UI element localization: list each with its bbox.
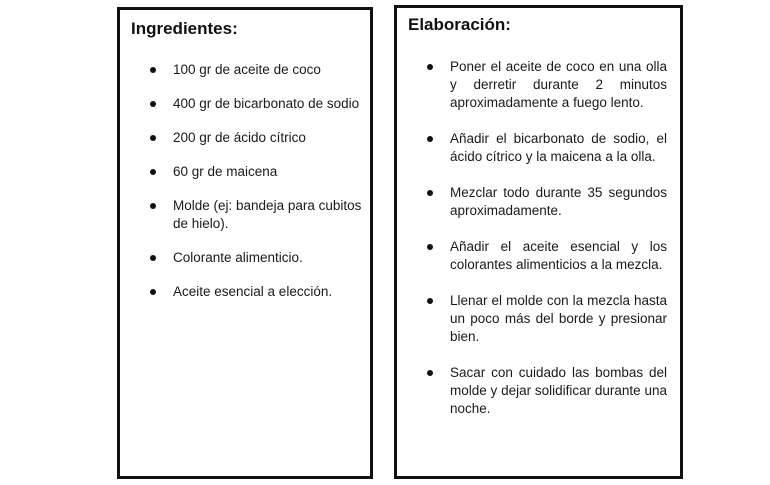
list-item: [150, 197, 362, 233]
bullet-icon: [150, 169, 156, 175]
list-item: [150, 249, 362, 267]
ingredients-title: Ingredientes:: [131, 19, 238, 38]
ingredients-list: [150, 61, 362, 317]
ingredient-text: 60 gr de maicena: [173, 164, 278, 179]
bullet-icon: [150, 289, 156, 295]
bullet-icon: [427, 298, 433, 304]
step-text: Llenar el molde con la mezcla hasta un poco más del borde y presionar bien.: [450, 293, 667, 344]
list-item: [427, 130, 667, 166]
step-text: Mezclar todo durante 35 segundos aproximadamente.: [450, 185, 667, 218]
bullet-icon: [427, 370, 433, 376]
bullet-icon: [150, 135, 156, 141]
list-item: [427, 364, 667, 418]
bullet-icon: [150, 67, 156, 73]
ingredient-text: 400 gr de bicarbonato de sodio: [173, 96, 360, 111]
bullet-icon: [427, 64, 433, 70]
list-item: [150, 283, 362, 301]
list-item: [427, 292, 667, 346]
step-text: Añadir el aceite esencial y los colorantes alimenticios a la mezcla.: [450, 239, 667, 272]
list-item: [427, 184, 667, 220]
ingredient-text: Aceite esencial a elección.: [173, 284, 333, 299]
steps-title: Elaboración:: [408, 15, 511, 34]
bullet-icon: [427, 136, 433, 142]
step-text: Añadir el bicarbonato de sodio, el ácido cítrico y la maicena a la olla.: [450, 131, 667, 164]
list-item: [150, 95, 362, 113]
bullet-icon: [427, 190, 433, 196]
ingredient-text: Colorante alimenticio.: [173, 250, 303, 265]
bullet-icon: [427, 244, 433, 250]
list-item: [150, 61, 362, 79]
list-item: [427, 238, 667, 274]
ingredient-text: 100 gr de aceite de coco: [173, 62, 321, 77]
list-item: [150, 129, 362, 147]
list-item: [427, 58, 667, 112]
step-text: Poner el aceite de coco en una olla y derretir durante 2 minutos aproximadamente a fuego lento.: [450, 59, 667, 110]
steps-panel: [394, 5, 683, 479]
list-item: [150, 163, 362, 181]
bullet-icon: [150, 255, 156, 261]
ingredient-text: Molde (ej: bandeja para cubitos de hielo).: [173, 198, 362, 231]
bullet-icon: [150, 203, 156, 209]
bullet-icon: [150, 101, 156, 107]
step-text: Sacar con cuidado las bombas del molde y dejar solidificar durante una noche.: [450, 365, 667, 416]
ingredients-panel: [117, 7, 373, 479]
ingredient-text: 200 gr de ácido cítrico: [173, 130, 306, 145]
steps-list: [427, 58, 667, 436]
